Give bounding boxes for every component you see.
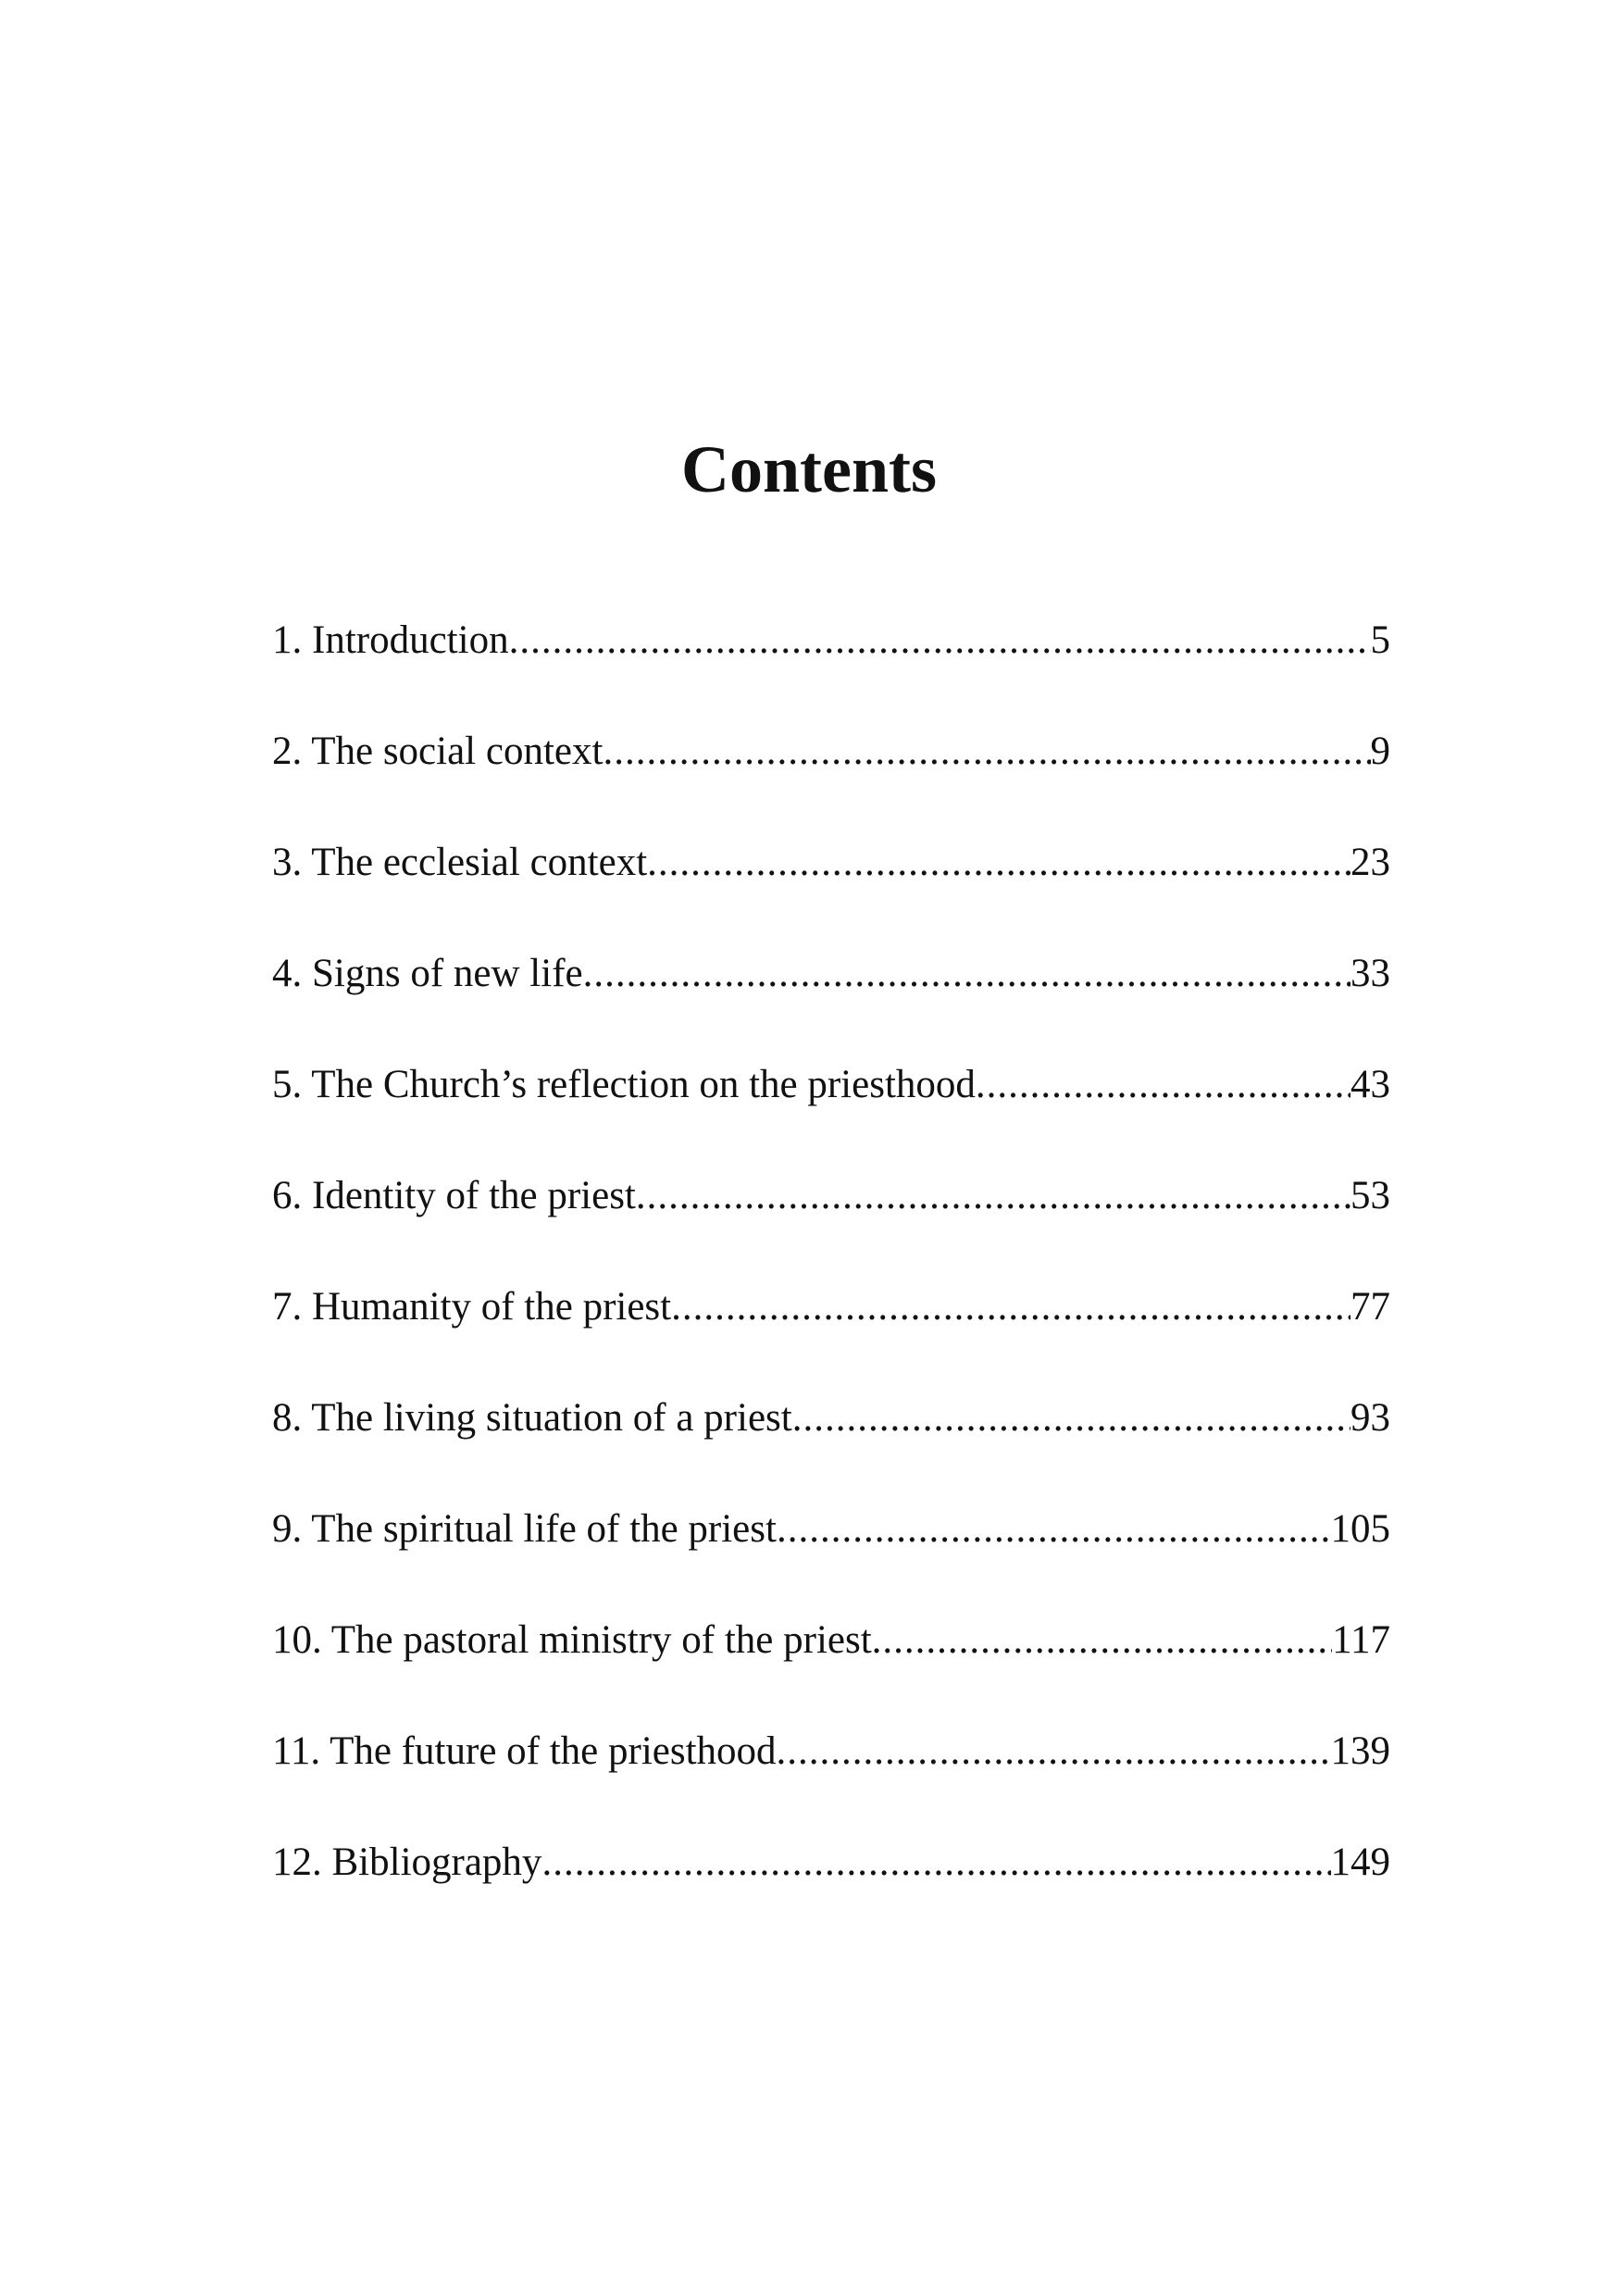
page-title: Contents	[680, 432, 937, 506]
toc-dot-leader	[671, 1279, 1350, 1335]
toc-dot-leader	[583, 946, 1350, 1002]
toc-dot-leader	[541, 1835, 1330, 1890]
toc-entry-page-number: 5	[1370, 618, 1390, 662]
toc-entry-page-number: 43	[1350, 1063, 1390, 1106]
toc-entry-label: 9. The spiritual life of the priest	[272, 1507, 777, 1551]
toc-entry-humanity	[272, 1279, 1390, 1391]
toc-dot-leader	[647, 835, 1350, 891]
toc-entry-label: 4. Signs of new life	[272, 952, 583, 995]
toc-entry-label: 8. The living situation of a priest	[272, 1396, 792, 1440]
table-of-contents	[272, 613, 1390, 1946]
toc-dot-leader	[603, 724, 1370, 780]
toc-entry-identity	[272, 1168, 1390, 1279]
toc-entry-page-number: 77	[1350, 1285, 1390, 1329]
toc-entry-social-context	[272, 724, 1390, 835]
toc-entry-future	[272, 1724, 1390, 1835]
toc-entry-label: 10. The pastoral ministry of the priest	[272, 1618, 872, 1662]
toc-entry-spiritual-life	[272, 1502, 1390, 1613]
toc-entry-label: 6. Identity of the priest	[272, 1174, 636, 1217]
toc-entry-page-number: 93	[1350, 1396, 1390, 1440]
toc-entry-label: 12. Bibliography	[272, 1841, 542, 1884]
toc-entry-page-number: 53	[1350, 1174, 1390, 1217]
toc-dot-leader	[872, 1613, 1332, 1668]
toc-entry-church-reflection	[272, 1057, 1390, 1168]
toc-entry-label: 11. The future of the priesthood	[272, 1729, 777, 1773]
toc-entry-page-number: 105	[1330, 1507, 1390, 1551]
toc-entry-label: 5. The Church’s reflection on the priesthood	[272, 1063, 976, 1106]
toc-entry-label: 2. The social context	[272, 730, 604, 773]
toc-entry-label: 1. Introduction	[272, 618, 509, 662]
toc-entry-page-number: 23	[1350, 841, 1390, 884]
toc-entry-pastoral-ministry	[272, 1613, 1390, 1724]
toc-entry-signs-of-new-life	[272, 946, 1390, 1057]
toc-entry-page-number: 33	[1350, 952, 1390, 995]
toc-dot-leader	[976, 1057, 1350, 1113]
toc-entry-bibliography	[272, 1835, 1390, 1946]
toc-dot-leader	[792, 1391, 1350, 1446]
toc-dot-leader	[777, 1724, 1331, 1779]
toc-dot-leader	[636, 1168, 1350, 1224]
toc-entry-introduction	[272, 613, 1390, 724]
toc-entry-page-number: 149	[1330, 1841, 1390, 1884]
toc-entry-ecclesial-context	[272, 835, 1390, 946]
toc-entry-page-number: 139	[1330, 1729, 1390, 1773]
toc-dot-leader	[777, 1502, 1331, 1557]
toc-entry-page-number: 9	[1370, 730, 1390, 773]
toc-dot-leader	[509, 613, 1371, 668]
toc-entry-label: 3. The ecclesial context	[272, 841, 648, 884]
toc-entry-page-number: 117	[1332, 1618, 1390, 1662]
toc-entry-label: 7. Humanity of the priest	[272, 1285, 672, 1329]
toc-entry-living-situation	[272, 1391, 1390, 1502]
